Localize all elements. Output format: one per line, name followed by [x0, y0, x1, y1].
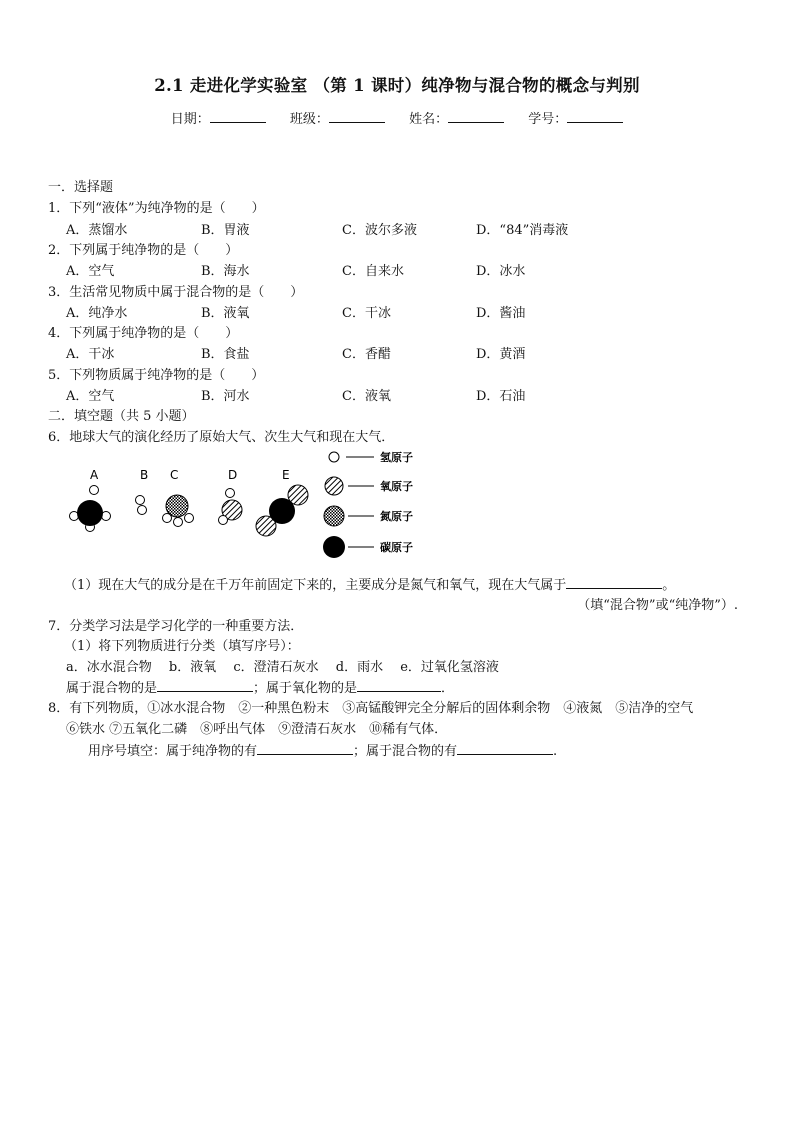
hydrogen-atom [226, 489, 235, 498]
number-label: 学号： [528, 112, 568, 127]
name-label: 姓名： [409, 112, 449, 127]
q8-items: ⑥铁水 ⑦五氧化二磷 ⑧呼出气体 ⑨澄清石灰水 ⑩稀有气体． [66, 722, 448, 737]
question-stem: 5．下列物质属于纯净物的是（ ） [48, 368, 265, 383]
name-blank[interactable] [448, 111, 504, 123]
option-b: B．胃液 [201, 223, 250, 238]
question-stem: 4．下列属于纯净物的是（ ） [48, 326, 239, 341]
option-a: A．干冰 [66, 347, 115, 362]
molecule-b-hydrogen [136, 496, 147, 515]
q7-sub1: （1）将下列物质进行分类（填写序号）： [64, 639, 300, 654]
hydrogen-atom [163, 514, 172, 523]
class-field [290, 112, 385, 127]
question-stem: 3．生活常见物质中属于混合物的是（ ） [48, 285, 304, 300]
option-a: A．纯净水 [66, 306, 128, 321]
option-c: C．香醋 [342, 347, 391, 362]
q6-sub1 [64, 574, 675, 593]
oxygen-legend-icon [325, 477, 343, 495]
legend-hydrogen-label: 氢原子 [380, 451, 413, 464]
page-title: 2.1 走进化学实验室 （第 1 课时）纯净物与混合物的概念与判别 [154, 76, 640, 95]
class-blank[interactable] [329, 111, 385, 123]
name-field [409, 112, 504, 127]
carbon-atom [269, 498, 295, 524]
student-info-row [0, 108, 794, 127]
q7-oxide-label: ；属于氧化物的是 [253, 681, 358, 696]
option-d: D．黄酒 [476, 347, 526, 362]
class-label: 班级： [289, 112, 329, 127]
q8-end: . [553, 744, 558, 759]
q8-mixture-blank[interactable] [457, 743, 553, 755]
hydrogen-atom [185, 514, 194, 523]
option-d: D．酱油 [476, 306, 526, 321]
q8-fill-label: 用序号填空：属于纯净物的有 [88, 744, 258, 759]
molecule-label-c: C [170, 468, 179, 482]
molecule-a-methane [70, 486, 111, 532]
hydrogen-atom [136, 496, 145, 505]
q7-mixture-blank[interactable] [157, 680, 253, 692]
molecule-c-ammonia [163, 495, 194, 527]
option-a: A．空气 [66, 389, 115, 404]
carbon-atom [77, 500, 103, 526]
hydrogen-legend-icon [329, 452, 339, 462]
question-stem: 7．分类学习法是学习化学的一种重要方法． [48, 619, 304, 634]
q8-mixture-label: ；属于混合物的有 [353, 744, 458, 759]
q6-answer-blank[interactable] [566, 577, 662, 589]
number-blank[interactable] [567, 111, 623, 123]
question-stem: 6．地球大气的演化经历了原始大气、次生大气和现在大气． [48, 430, 395, 445]
q7-oxide-end: ． [441, 681, 455, 696]
molecule-e-carbon-dioxide [256, 485, 308, 536]
q6-sub1-text: （1）现在大气的成分是在千万年前固定下来的，主要成分是氮气和氧气，现在大气属于 [64, 578, 567, 593]
molecule-d-water [219, 489, 243, 525]
option-b: B．河水 [201, 389, 250, 404]
molecule-label-e: E [282, 468, 290, 482]
option-d: D．冰水 [476, 264, 526, 279]
molecule-label-a: A [90, 468, 99, 482]
date-label: 日期： [170, 112, 210, 127]
nitrogen-legend-icon [324, 506, 344, 526]
date-field [171, 112, 266, 127]
atom-legend [318, 446, 438, 562]
section2-heading: 二．填空题（共 5 小题） [48, 409, 195, 424]
molecule-label-b: B [140, 468, 149, 482]
q8-pure-blank[interactable] [257, 743, 353, 755]
carbon-legend-icon [323, 536, 345, 558]
option-c: C．自来水 [342, 264, 404, 279]
q8-answer-row [88, 740, 557, 759]
option-c: C．干冰 [342, 306, 391, 321]
q6-note: （填“混合物”或“纯净物”）. [577, 598, 738, 613]
question-stem: 2．下列属于纯净物的是（ ） [48, 243, 239, 258]
option-b: B．海水 [201, 264, 250, 279]
option-a: A．空气 [66, 264, 115, 279]
option-a: A．蒸馏水 [66, 223, 128, 238]
legend-oxygen-label: 氧原子 [380, 480, 413, 493]
number-field [528, 112, 623, 127]
hydrogen-atom [138, 506, 147, 515]
section1-heading: 一．选择题 [48, 180, 114, 195]
hydrogen-atom [219, 516, 228, 525]
question-stem: 1．下列“液体”为纯净物的是（ ） [48, 201, 265, 216]
date-blank[interactable] [210, 111, 266, 123]
option-c: C．液氧 [342, 389, 391, 404]
option-d: D．石油 [476, 389, 526, 404]
question-stem: 8．有下列物质，①冰水混合物 ②一种黑色粉末 ③高锰酸钾完全分解后的固体剩余物 ④液氮 ⑤洁净的空气 [48, 701, 694, 716]
q7-oxide-blank[interactable] [357, 680, 441, 692]
option-b: B．食盐 [201, 347, 250, 362]
molecule-label-d: D [228, 468, 238, 482]
option-b: B．液氧 [201, 306, 250, 321]
q6-sub1-end: 。 [662, 578, 676, 593]
legend-nitrogen-label: 氮原子 [380, 510, 413, 523]
legend-carbon-label: 碳原子 [380, 541, 413, 554]
q7-mixture-label: 属于混合物的是 [66, 681, 158, 696]
hydrogen-atom [174, 518, 183, 527]
option-d: D．“84”消毒液 [476, 223, 569, 238]
q7-answer-row [66, 677, 454, 696]
q7-items: a．冰水混合物 b．液氧 c．澄清石灰水 d．雨水 e．过氧化氢溶液 [66, 660, 499, 675]
hydrogen-atom [90, 486, 99, 495]
option-c: C．波尔多液 [342, 223, 417, 238]
